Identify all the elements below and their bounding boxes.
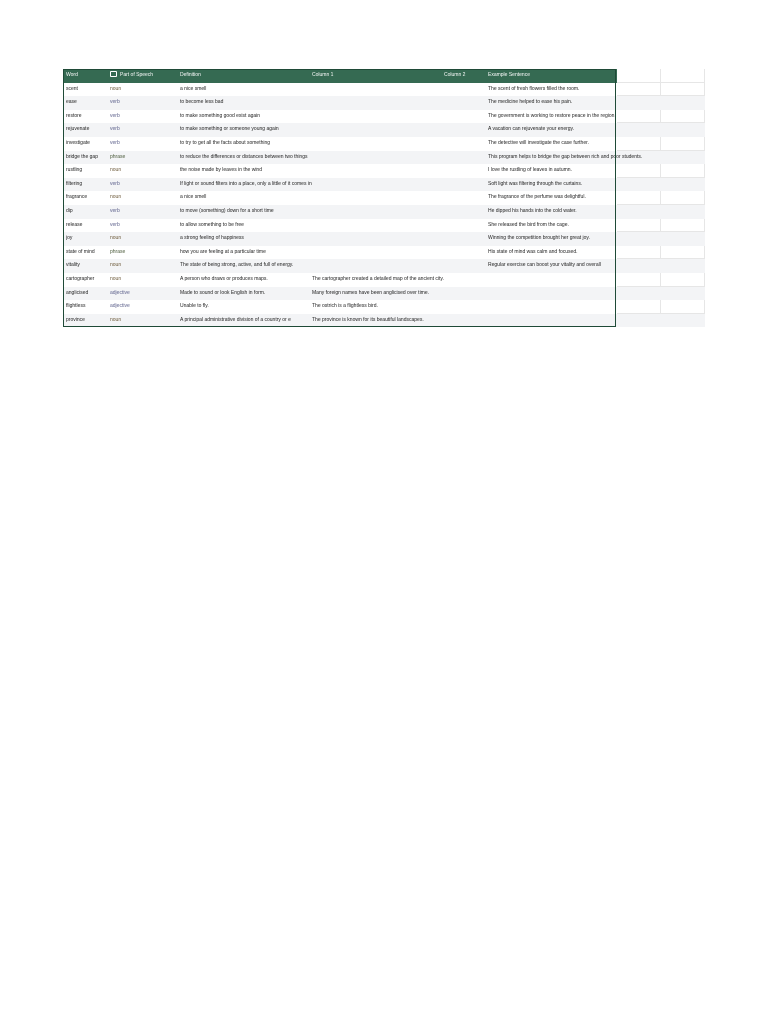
word-cell[interactable]: vitality: [66, 262, 80, 269]
part-of-speech-cell[interactable]: noun: [110, 167, 122, 174]
part-of-speech-cell[interactable]: verb: [110, 99, 120, 106]
table-row: [63, 123, 705, 137]
example-sentence-cell[interactable]: Soft light was filtering through the curtains.: [488, 180, 583, 187]
word-cell[interactable]: rejuvenate: [66, 126, 90, 133]
part-of-speech-cell[interactable]: phrase: [110, 248, 126, 255]
table-row: [63, 219, 705, 233]
header-word[interactable]: Word: [66, 72, 78, 78]
example-sentence-cell[interactable]: This program helps to bridge the gap between rich and poor students.: [488, 153, 643, 160]
table-row: [63, 300, 705, 314]
word-cell[interactable]: release: [66, 221, 83, 228]
word-cell[interactable]: state of mind: [66, 248, 95, 255]
part-of-speech-cell[interactable]: noun: [110, 316, 122, 323]
table-row: [63, 232, 705, 246]
word-cell[interactable]: flightless: [66, 303, 86, 310]
column1-cell[interactable]: Many foreign names have been anglicised over time.: [312, 289, 430, 296]
table-row: [63, 164, 705, 178]
definition-cell[interactable]: the noise made by leaves in the wind: [180, 167, 262, 174]
header-row: [63, 69, 617, 83]
table-row: [63, 191, 705, 205]
example-sentence-cell[interactable]: The detective will investigate the case further.: [488, 139, 589, 146]
part-of-speech-cell[interactable]: noun: [110, 275, 122, 282]
example-sentence-cell[interactable]: The medicine helped to ease his pain.: [488, 99, 573, 106]
example-sentence-cell[interactable]: His state of mind was calm and focused.: [488, 248, 578, 255]
column1-cell[interactable]: The province is known for its beautiful landscapes.: [312, 316, 424, 323]
table-row: [63, 273, 705, 287]
definition-cell[interactable]: Unable to fly.: [180, 303, 209, 310]
example-sentence-cell[interactable]: The scent of fresh flowers filled the room.: [488, 85, 580, 92]
table-row: [63, 259, 705, 273]
definition-cell[interactable]: A person who draws or produces maps.: [180, 275, 268, 282]
table-row: [63, 110, 705, 124]
definition-cell[interactable]: a nice smell: [180, 194, 207, 201]
part-of-speech-cell[interactable]: verb: [110, 126, 120, 133]
definition-cell[interactable]: to allow something to be free: [180, 221, 244, 228]
header-part-of-speech[interactable]: [110, 69, 180, 83]
word-cell[interactable]: rustling: [66, 167, 83, 174]
definition-cell[interactable]: a strong feeling of happiness: [180, 235, 244, 242]
example-sentence-cell[interactable]: A vacation can rejuvenate your energy.: [488, 126, 575, 133]
table-row: [63, 205, 705, 219]
part-of-speech-cell[interactable]: adjective: [110, 289, 130, 296]
spreadsheet: [63, 69, 705, 327]
header-example[interactable]: Example Sentence: [488, 72, 530, 78]
part-of-speech-cell[interactable]: noun: [110, 235, 122, 242]
table-row: [63, 246, 705, 260]
word-cell[interactable]: scent: [66, 85, 78, 92]
definition-cell[interactable]: to try to get all the facts about something: [180, 139, 271, 146]
definition-cell[interactable]: to make something or someone young again: [180, 126, 279, 133]
table-row: [63, 83, 705, 97]
example-sentence-cell[interactable]: Winning the competition brought her great joy.: [488, 235, 590, 242]
word-cell[interactable]: ease: [66, 99, 77, 106]
word-cell[interactable]: fragrance: [66, 194, 88, 201]
definition-cell[interactable]: Made to sound or look English in form.: [180, 289, 266, 296]
definition-cell[interactable]: a nice smell: [180, 85, 207, 92]
example-sentence-cell[interactable]: I love the rustling of leaves in autumn.: [488, 167, 572, 174]
header-definition[interactable]: Definition: [180, 72, 201, 78]
part-of-speech-cell[interactable]: phrase: [110, 153, 126, 160]
column1-cell[interactable]: The ostrich is a flightless bird.: [312, 303, 378, 310]
table-row: [63, 137, 705, 151]
part-of-speech-cell[interactable]: adjective: [110, 303, 130, 310]
definition-cell[interactable]: If light or sound filters into a place, only a little of it comes in: [180, 180, 312, 187]
word-cell[interactable]: anglicised: [66, 289, 89, 296]
field-type-icon: [110, 71, 117, 77]
table-row: [63, 151, 705, 165]
word-cell[interactable]: filtering: [66, 180, 83, 187]
part-of-speech-cell[interactable]: noun: [110, 262, 122, 269]
definition-cell[interactable]: to make something good exist again: [180, 112, 261, 119]
part-of-speech-cell[interactable]: noun: [110, 85, 122, 92]
part-of-speech-cell[interactable]: verb: [110, 180, 120, 187]
example-sentence-cell[interactable]: The government is working to restore peace in the region.: [488, 112, 616, 119]
word-cell[interactable]: bridge the gap: [66, 153, 98, 160]
table-row: [63, 178, 705, 192]
word-cell[interactable]: dip: [66, 207, 73, 214]
header-part-of-speech-label: Part of Speech: [120, 72, 154, 78]
part-of-speech-cell[interactable]: verb: [110, 139, 120, 146]
part-of-speech-cell[interactable]: verb: [110, 221, 120, 228]
header-column2[interactable]: Column 2: [444, 72, 466, 78]
example-sentence-cell[interactable]: The fragrance of the perfume was delightful.: [488, 194, 586, 201]
word-cell[interactable]: investigate: [66, 139, 90, 146]
header-column1[interactable]: Column 1: [312, 72, 334, 78]
word-cell[interactable]: cartographer: [66, 275, 95, 282]
word-cell[interactable]: joy: [66, 235, 73, 242]
part-of-speech-cell[interactable]: verb: [110, 207, 120, 214]
definition-cell[interactable]: The state of being strong, active, and full of energy.: [180, 262, 294, 269]
table-row: [63, 314, 705, 328]
column1-cell[interactable]: The cartographer created a detailed map of the ancient city.: [312, 275, 444, 282]
definition-cell[interactable]: A principal administrative division of a country or e: [180, 316, 291, 323]
table-row: [63, 96, 705, 110]
definition-cell[interactable]: how you are feeling at a particular time: [180, 248, 266, 255]
example-sentence-cell[interactable]: She released the bird from the cage.: [488, 221, 569, 228]
word-cell[interactable]: restore: [66, 112, 82, 119]
part-of-speech-cell[interactable]: verb: [110, 112, 120, 119]
definition-cell[interactable]: to become less bad: [180, 99, 224, 106]
definition-cell[interactable]: to move (something) down for a short time: [180, 207, 274, 214]
word-cell[interactable]: province: [66, 316, 85, 323]
example-sentence-cell[interactable]: Regular exercise can boost your vitality and overall: [488, 262, 601, 269]
definition-cell[interactable]: to reduce the differences or distances between two things: [180, 153, 308, 160]
part-of-speech-cell[interactable]: noun: [110, 194, 122, 201]
table-body: [63, 83, 705, 328]
table-row: [63, 287, 705, 301]
example-sentence-cell[interactable]: He dipped his hands into the cold water.: [488, 207, 577, 214]
